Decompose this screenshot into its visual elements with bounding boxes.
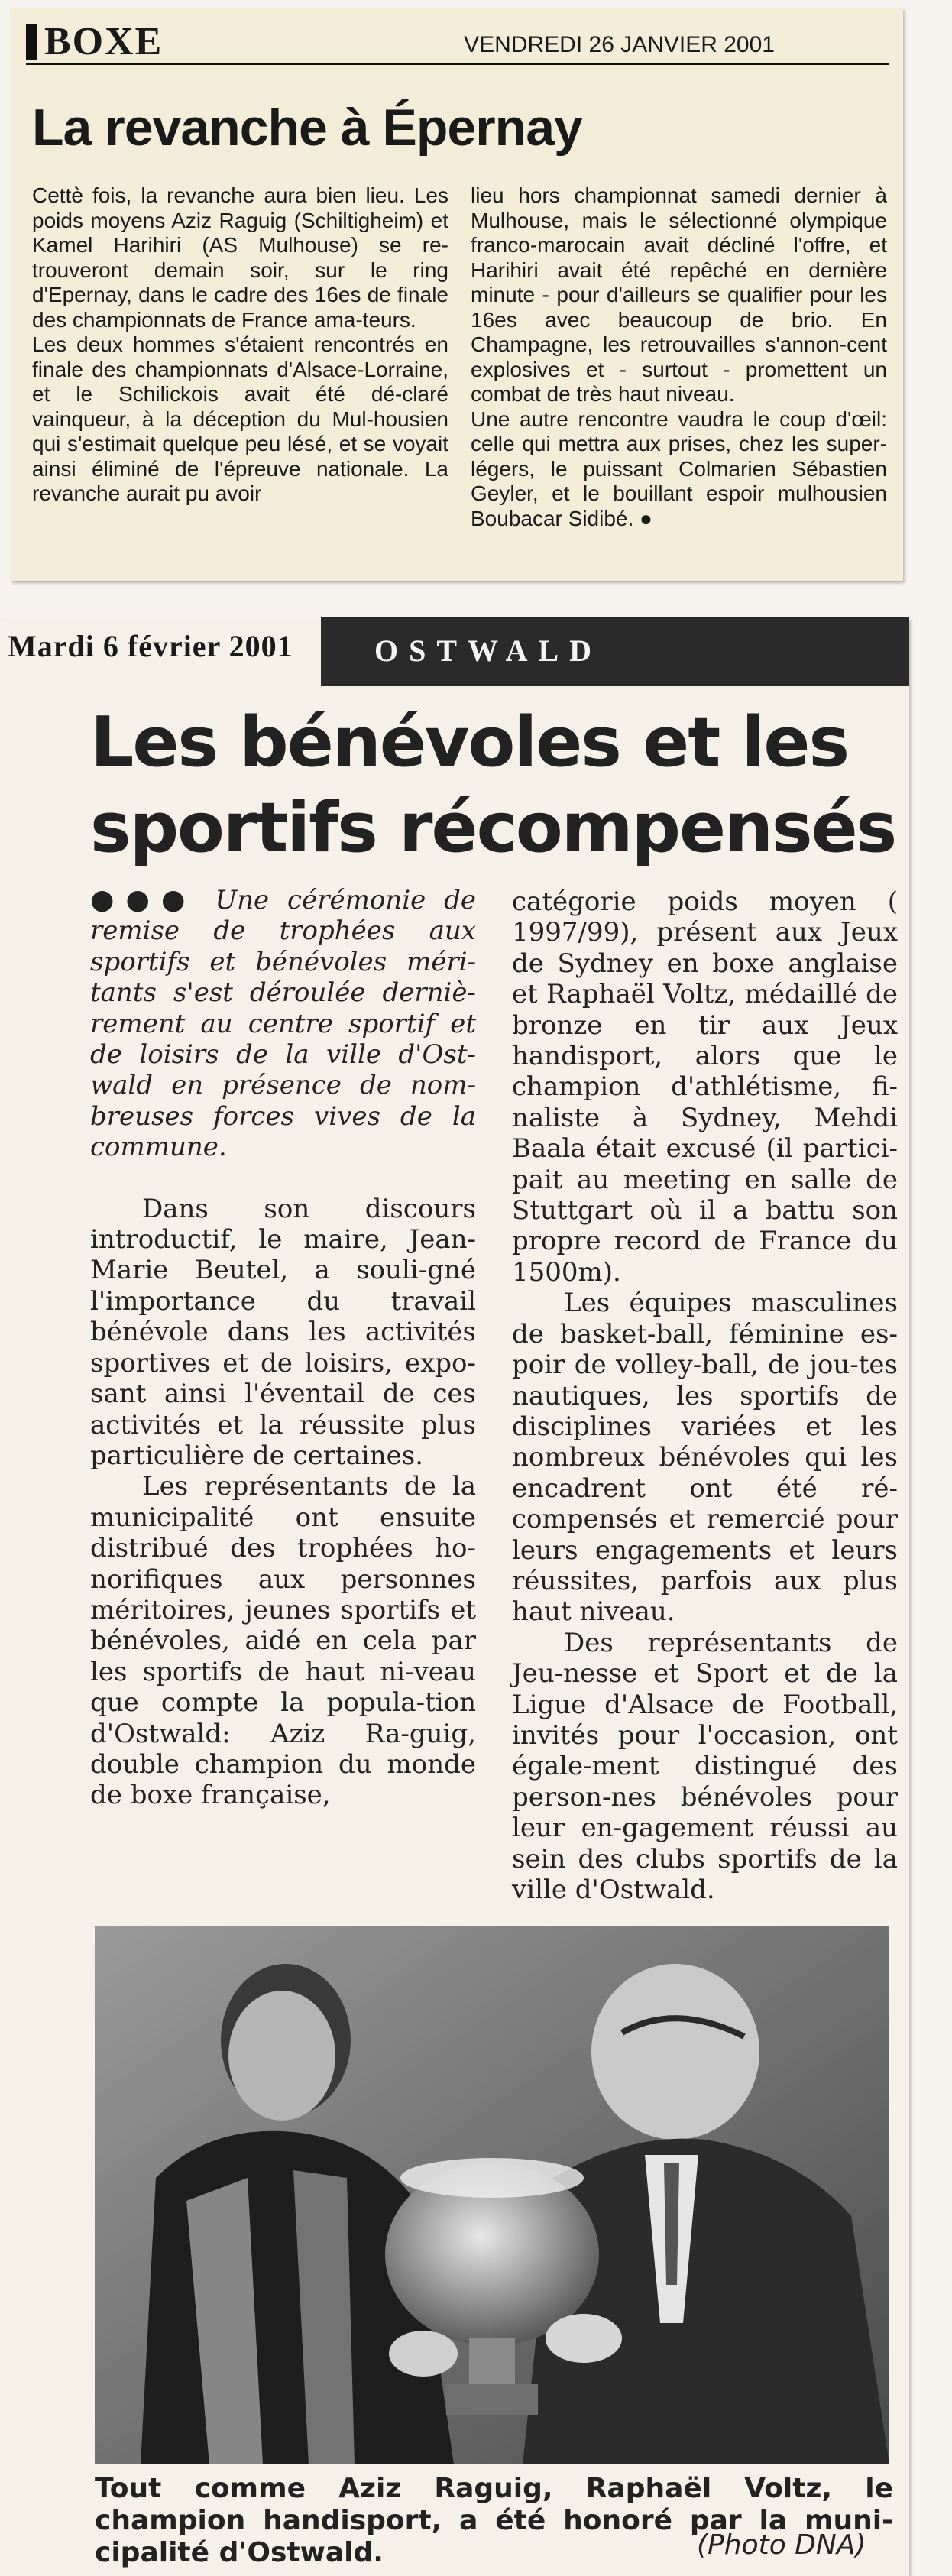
lead-marker: ●●● (90, 884, 197, 915)
article-column-left (32, 183, 448, 507)
paragraph: Cettè fois, la revanche aura bien lieu. Les poids moyens Aziz Raguig (Schiltigheim) et Kamel Harihiri (AS Mulhouse) se re-trouveront demain soir, sur le ring d'Epernay, dans le cadre des 16es de finale des championnats de France ama-teurs. (32, 183, 448, 332)
rubric-band (321, 617, 909, 686)
photo-illustration (95, 1926, 889, 2464)
paragraph: Les équipes masculines de basket-ball, féminine es-poir de volley-ball, de jou-tes nautiques, les sportifs de disciplines variées et les nombreux bénévoles qui les encadrent ont été ré-compensés et remercié pour leurs engagements et leurs réussites, parfois aux plus haut niveau. (512, 1288, 898, 1628)
paragraph: catégorie poids moyen ( 1997/99), présent aux Jeux de Sydney en boxe anglaise et Raphaël Voltz, médaillé de bronze en tir aux Jeux handisport, alors que le champion d'athlétisme, fi-naliste à Sydney, Mehdi Baala était excusé (il partici-pait au meeting en salle de Stuttgart où il a battu son propre record de France du 1500m). (512, 886, 898, 1288)
paragraph: lieu hors championnat samedi dernier à Mulhouse, mais le sélectionné olympique franco-marocain avait décliné l'offre, et Harihiri avait été repêché en dernière minute - pour d'ailleurs se qualifier pour les 16es avec beaucoup de brio. En Champagne, les retrouvailles s'annon-cent explosives et - surtout - promettent un combat de très haut niveau. (471, 183, 887, 406)
publication-date: Mardi 6 février 2001 (8, 629, 293, 663)
paragraph: Les représentants de la municipalité ont ensuite distribué des trophées ho-norifiques aux personnes méritoires, jeunes sportifs et bénévoles, aidé en cela par les sportifs de haut ni-veau que compte la popula-tion d'Ostwald: Aziz Ra-guig, double champion du monde de boxe française, (90, 1471, 476, 1811)
lead-paragraph (90, 885, 476, 1163)
photo-credit: (Photo DNA) (697, 2529, 866, 2561)
ostwald-clipping (0, 617, 909, 2576)
photo-caption: Tout comme Aziz Raguig, Raphaël Voltz, le champion handisport, a été honoré par la muni-cipalité d'Ostwald. (95, 2473, 893, 2568)
paragraph: Une autre rencontre vaudra le coup d'œil: celle qui mettra aux prises, chez les super-légers, le puissant Colmarien Sébastien Geyler, et le bouillant espoir mulhousien Boubacar Sidibé. ● (471, 407, 887, 530)
article-column-right (512, 886, 898, 1905)
lead-text: Une cérémonie de remise de trophées aux sportifs et bénévoles méri-tants s'est déroulée derniè-rement au centre sportif et de loisirs de la ville d'Ost-wald en présence de nom-breuses forces vives de la commune. (90, 885, 476, 1163)
boxe-rubric-bar (26, 21, 889, 65)
article-headline: La revanche à Épernay (32, 99, 582, 157)
article-column-right (471, 183, 887, 531)
rubric-label: OSTWALD (374, 633, 603, 668)
article-column-left (90, 885, 476, 1811)
award-photo (95, 1926, 889, 2464)
paragraph: Les deux hommes s'étaient rencontrés en finale des championnats d'Alsace-Lorraine, et le Schilickois avait été dé-claré vainqueur, à la déception du Mul-housien qui s'estimait quelque peu lésé, et se voyait ainsi éliminé de l'épreuve nationale. La revanche aurait pu avoir (32, 332, 448, 505)
paragraph: Des représentants de Jeu-nesse et Sport et de la Ligue d'Alsace de Football, invités pour l'occasion, ont égale-ment distingué des person-nes bénévoles pour leur en-gagement réussi au sein des clubs sportifs de la ville d'Ostwald. (512, 1627, 898, 1905)
boxe-clipping (11, 8, 903, 581)
clipping-header (0, 617, 909, 686)
paragraph: Dans son discours introductif, le maire, Jean-Marie Beutel, a souli-gné l'importance du travail bénévole dans les activités sportives et de loisirs, expo-sant ainsi l'éventail de ces activités et la réussite plus particulière de certaines. (90, 1193, 476, 1471)
rubric-label: BOXE (44, 20, 164, 63)
publication-date: VENDREDI 26 JANVIER 2001 (464, 32, 775, 57)
article-headline: Les bénévoles et les sportifs récompensés (90, 702, 896, 868)
rubric-marker (26, 24, 37, 60)
